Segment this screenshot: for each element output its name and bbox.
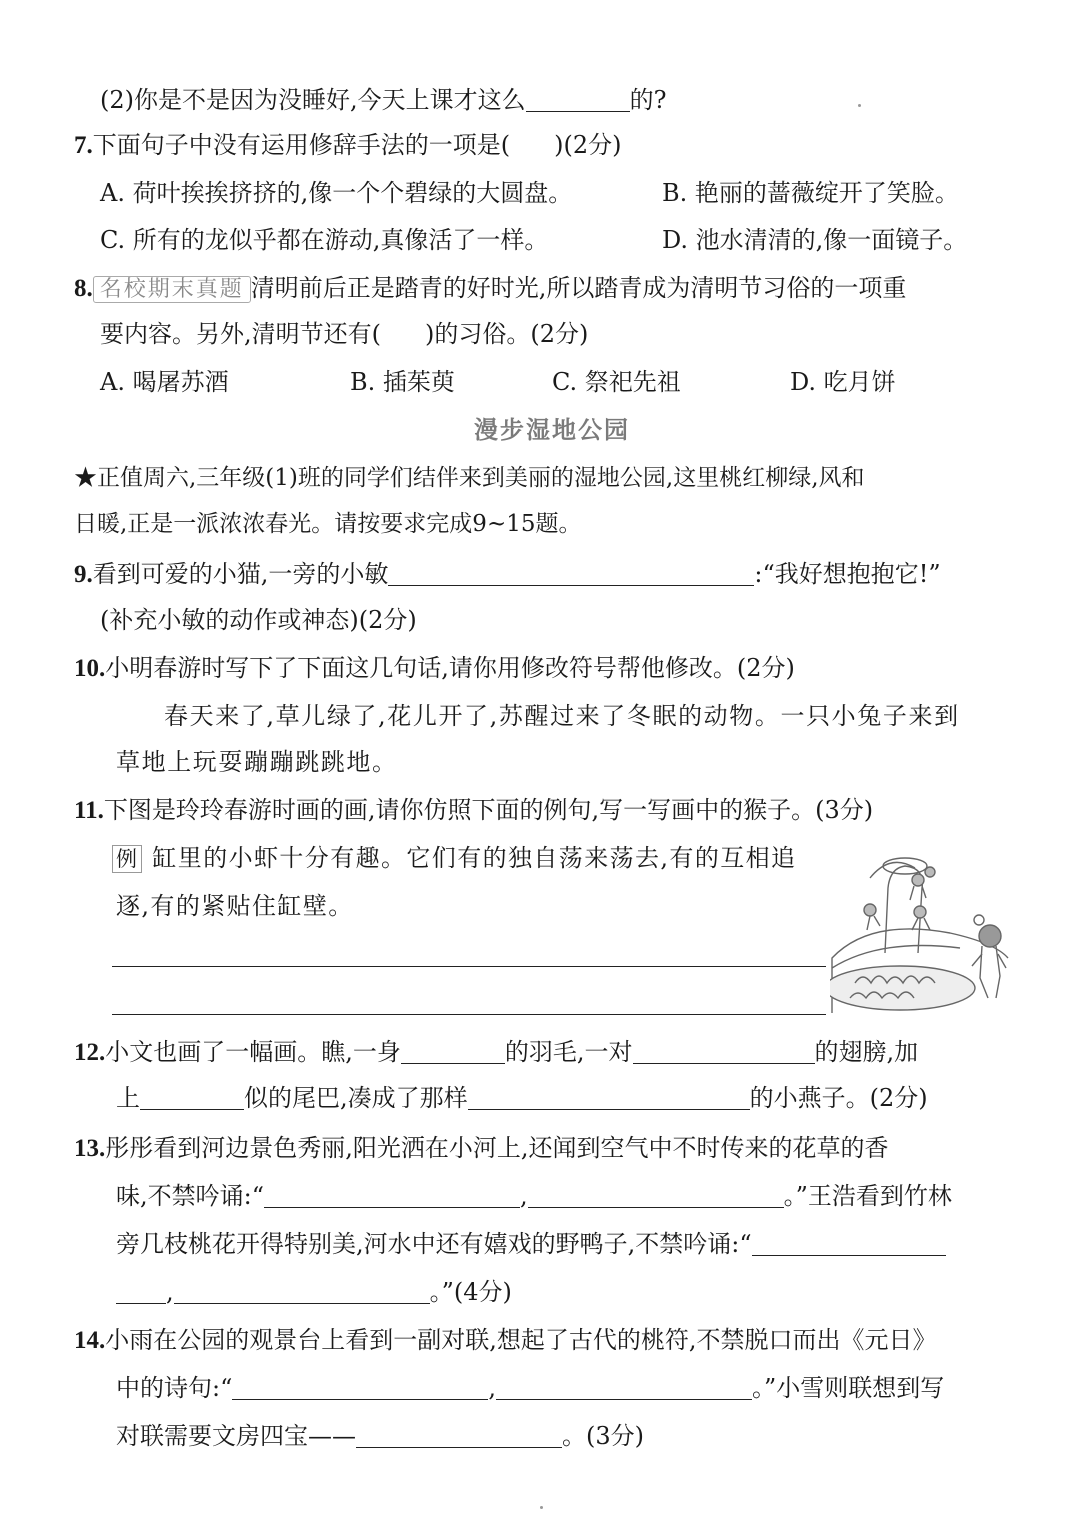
q10-stem-text: 小明春游时写下了下面这几句话,请你用修改符号帮他修改。(2分) [105, 654, 795, 682]
q8-option-a: A. 喝屠苏酒 [100, 368, 229, 396]
q9-line-2: (补充小敏的动作或神态)(2分) [100, 606, 417, 634]
q14-line-1 [74, 1322, 937, 1359]
q13-text-2a: 味,不禁吟诵:“ [116, 1182, 264, 1210]
q8-tag: 名校期末真题 [93, 276, 251, 303]
q8-option-b: B. 插茱萸 [350, 368, 455, 396]
q14-text-2a: 中的诗句:“ [116, 1374, 233, 1402]
q12-text-f: 的小燕子。(2分) [749, 1084, 928, 1112]
q12-blank-3[interactable] [140, 1081, 244, 1110]
q9-text-a: 看到可爱的小猫,一旁的小敏 [92, 560, 389, 588]
q14-blank-3[interactable] [356, 1419, 562, 1448]
q7-option-b: B. 艳丽的蔷薇绽开了笑脸。 [662, 179, 959, 207]
q11-stem-text: 下图是玲玲春游时画的画,请你仿照下面的例句,写一写画中的猴子。(3分) [103, 796, 874, 824]
section-intro-2: 日暖,正是一派浓浓春光。请按要求完成9~15题。 [74, 511, 582, 537]
q11-example-1 [112, 840, 796, 876]
q7-number: 7. [74, 132, 93, 159]
q12-text-e: 似的尾巴,凑成了那样 [244, 1084, 468, 1112]
q12-line-1 [74, 1034, 918, 1071]
q13-blank-2[interactable] [528, 1179, 784, 1208]
q13-blank-4[interactable] [174, 1275, 430, 1304]
q12-number: 12. [74, 1039, 106, 1066]
q13-line-2 [116, 1178, 952, 1214]
q7-option-a: A. 荷叶挨挨挤挤的,像一个个碧绿的大圆盘。 [100, 179, 573, 207]
q13-text-4b: 。”(4分) [429, 1278, 512, 1306]
fountain-monkeys-illustration [830, 848, 1010, 1018]
q9-text-b: :“我好想抱抱它!” [754, 560, 941, 588]
q13-line-4 [116, 1274, 512, 1310]
q14-text-2c: 。”小雪则联想到写 [752, 1374, 945, 1402]
q14-line-2 [116, 1370, 944, 1406]
q11-number: 11. [74, 797, 104, 824]
q12-text-d: 上 [116, 1084, 140, 1112]
q8-option-c: C. 祭祀先祖 [552, 368, 681, 396]
q12-text-b: 的羽毛,一对 [504, 1038, 633, 1066]
q8-number: 8. [74, 275, 93, 302]
q8-option-d: D. 吃月饼 [790, 368, 896, 396]
q7-stem-text: 下面句子中没有运用修辞手法的一项是( [92, 131, 511, 159]
section-title: 漫步湿地公园 [474, 415, 630, 444]
q11-example-text-1: 缸里的小虾十分有趣。它们有的独自荡来荡去,有的互相追 [152, 844, 797, 872]
q13-text-1: 彤彤看到河边景色秀丽,阳光洒在小河上,还闻到空气中不时传来的花草的香 [105, 1134, 889, 1162]
q10-number: 10. [74, 655, 106, 682]
q9-blank[interactable] [388, 557, 754, 586]
section-intro-1: ★正值周六,三年级(1)班的同学们结伴来到美丽的湿地公园,这里桃红柳绿,风和 [74, 465, 865, 491]
q13-text-3a: 旁几枝桃花开得特别美,河水中还有嬉戏的野鸭子,不禁吟诵:“ [116, 1230, 752, 1258]
q12-blank-1[interactable] [401, 1035, 505, 1064]
q7-option-c: C. 所有的龙似乎都在游动,真像活了一样。 [100, 226, 549, 254]
q14-blank-2[interactable] [496, 1371, 752, 1400]
q8-stem-2 [100, 316, 588, 352]
q12-blank-4[interactable] [468, 1081, 750, 1110]
q8-stem-1 [74, 270, 906, 308]
q14-text-3a: 对联需要文房四宝—— [116, 1422, 356, 1450]
q11-example-2: 逐,有的紧贴住缸壁。 [116, 892, 354, 920]
q14-text-3b: 。(3分) [562, 1422, 644, 1450]
q13-blank-1[interactable] [264, 1179, 520, 1208]
q13-text-2c: 。”王浩看到竹林 [783, 1182, 952, 1210]
q10-passage-2: 草地上玩耍蹦蹦跳跳地。 [116, 748, 398, 776]
q13-number: 13. [74, 1135, 106, 1162]
q8-stem-text-2b: )的习俗。(2分) [425, 320, 589, 348]
q10-passage-1: 春天来了,草儿绿了,花儿开了,苏醒过来了冬眠的动物。一只小兔子来到 [164, 702, 960, 730]
q12-text-a: 小文也画了一幅画。瞧,一身 [105, 1038, 401, 1066]
q12-blank-2[interactable] [633, 1035, 815, 1064]
q9-number: 9. [74, 561, 93, 588]
q13-text-4a: , [166, 1278, 174, 1306]
q12-line-2 [116, 1080, 928, 1116]
q6-2-suffix: 的? [629, 86, 667, 114]
scan-speck [858, 104, 861, 107]
q12-text-c: 的翅膀,加 [814, 1038, 919, 1066]
q11-stem [74, 792, 873, 829]
q14-line-3 [116, 1418, 644, 1454]
q11-answer-line-2[interactable] [112, 1014, 826, 1015]
q13-text-2b: , [519, 1182, 528, 1210]
q14-number: 14. [74, 1327, 106, 1354]
q9-line-1 [74, 556, 941, 593]
q11-answer-line-1[interactable] [112, 966, 826, 967]
q8-stem-text-2a: 要内容。另外,清明节还有( [100, 320, 381, 348]
q6-2-blank[interactable] [526, 83, 630, 112]
q13-line-1 [74, 1130, 889, 1167]
q7-option-d: D. 池水清清的,像一面镜子。 [662, 226, 968, 254]
q7-stem [74, 127, 621, 164]
q14-text-2b: , [488, 1374, 496, 1402]
q10-stem [74, 650, 795, 687]
q13-blank-3a[interactable] [752, 1227, 946, 1256]
q6-2-prefix: (2)你是不是因为没睡好,今天上课才这么 [100, 86, 526, 114]
q8-stem-text-1: 清明前后正是踏青的好时光,所以踏青成为清明节习俗的一项重 [250, 274, 907, 302]
q14-text-1: 小雨在公园的观景台上看到一副对联,想起了古代的桃符,不禁脱口而出《元日》 [105, 1326, 937, 1354]
q13-blank-3b[interactable] [116, 1275, 166, 1304]
q7-stem-end: )(2分) [554, 131, 622, 159]
q13-line-3 [116, 1226, 946, 1262]
q11-example-label: 例 [112, 845, 142, 873]
q14-blank-1[interactable] [232, 1371, 488, 1400]
scan-speck [540, 1506, 543, 1509]
q6-2-line [100, 82, 667, 118]
